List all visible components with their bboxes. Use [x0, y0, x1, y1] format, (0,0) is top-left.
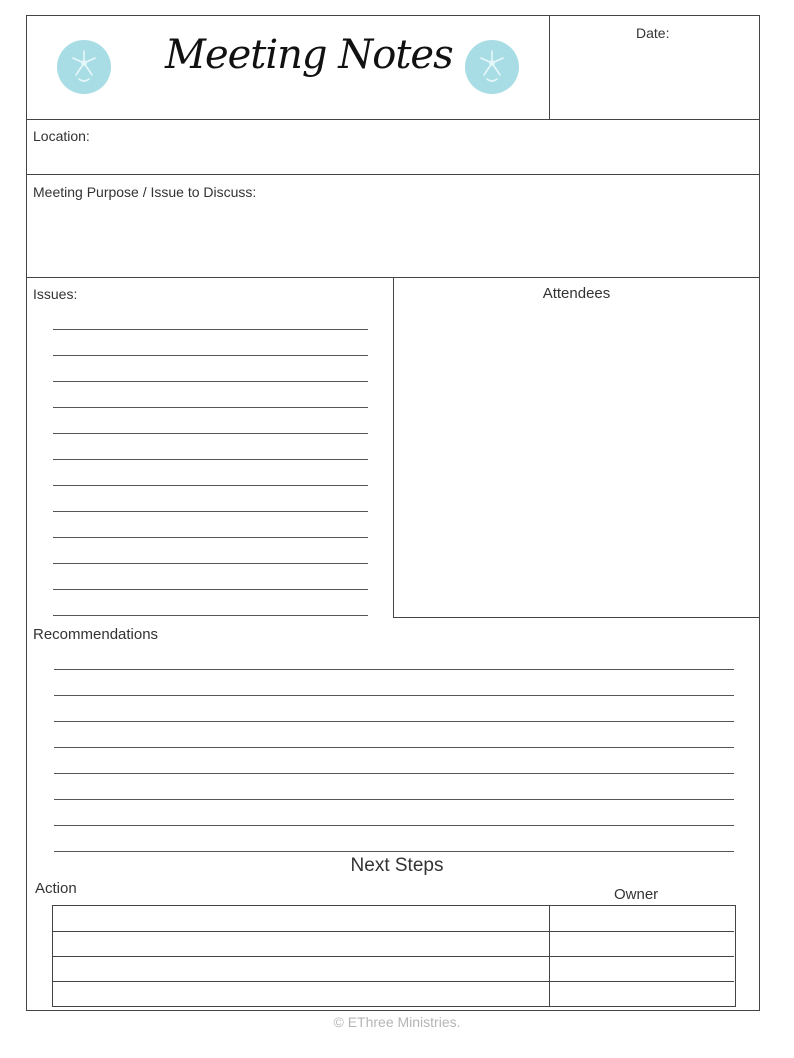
issue-line	[53, 433, 368, 434]
attendees-left-border	[393, 277, 394, 618]
table-row-divider	[53, 956, 734, 957]
recommendation-line	[54, 773, 734, 774]
recommendations-label: Recommendations	[33, 626, 159, 643]
sand-dollar-icon	[56, 39, 112, 95]
issue-line	[53, 459, 368, 460]
issue-line	[53, 511, 368, 512]
recommendation-line	[54, 851, 734, 852]
table-row-divider	[53, 931, 734, 932]
recommendation-line	[54, 669, 734, 670]
recommendation-line	[54, 747, 734, 748]
sand-dollar-icon	[464, 39, 520, 95]
header-bottom-border	[26, 119, 760, 120]
action-label: Action	[35, 880, 77, 897]
issue-line	[53, 485, 368, 486]
date-label: Date:	[636, 25, 670, 41]
location-label: Location:	[33, 128, 90, 144]
recommendation-line	[54, 695, 734, 696]
purpose-label: Meeting Purpose / Issue to Discuss:	[33, 184, 257, 200]
issues-label: Issues:	[33, 286, 78, 302]
attendees-bottom-border	[393, 617, 760, 618]
location-bottom-border	[26, 174, 760, 175]
recommendation-line	[54, 721, 734, 722]
issue-line	[53, 589, 368, 590]
issue-line	[53, 329, 368, 330]
issue-line	[53, 615, 368, 616]
attendees-label: Attendees	[542, 285, 611, 302]
header-divider	[549, 15, 550, 119]
table-row-divider	[53, 981, 734, 982]
issue-line	[53, 381, 368, 382]
page-title: Meeting Notes	[165, 32, 453, 78]
issue-line	[53, 355, 368, 356]
issue-line	[53, 563, 368, 564]
owner-label: Owner	[614, 886, 659, 903]
recommendation-line	[54, 825, 734, 826]
recommendation-line	[54, 799, 734, 800]
next-steps-table	[52, 905, 736, 1007]
copyright-footer: © EThree Ministries.	[333, 1014, 461, 1030]
issue-line	[53, 407, 368, 408]
issue-line	[53, 537, 368, 538]
next-steps-title: Next Steps	[350, 855, 444, 876]
